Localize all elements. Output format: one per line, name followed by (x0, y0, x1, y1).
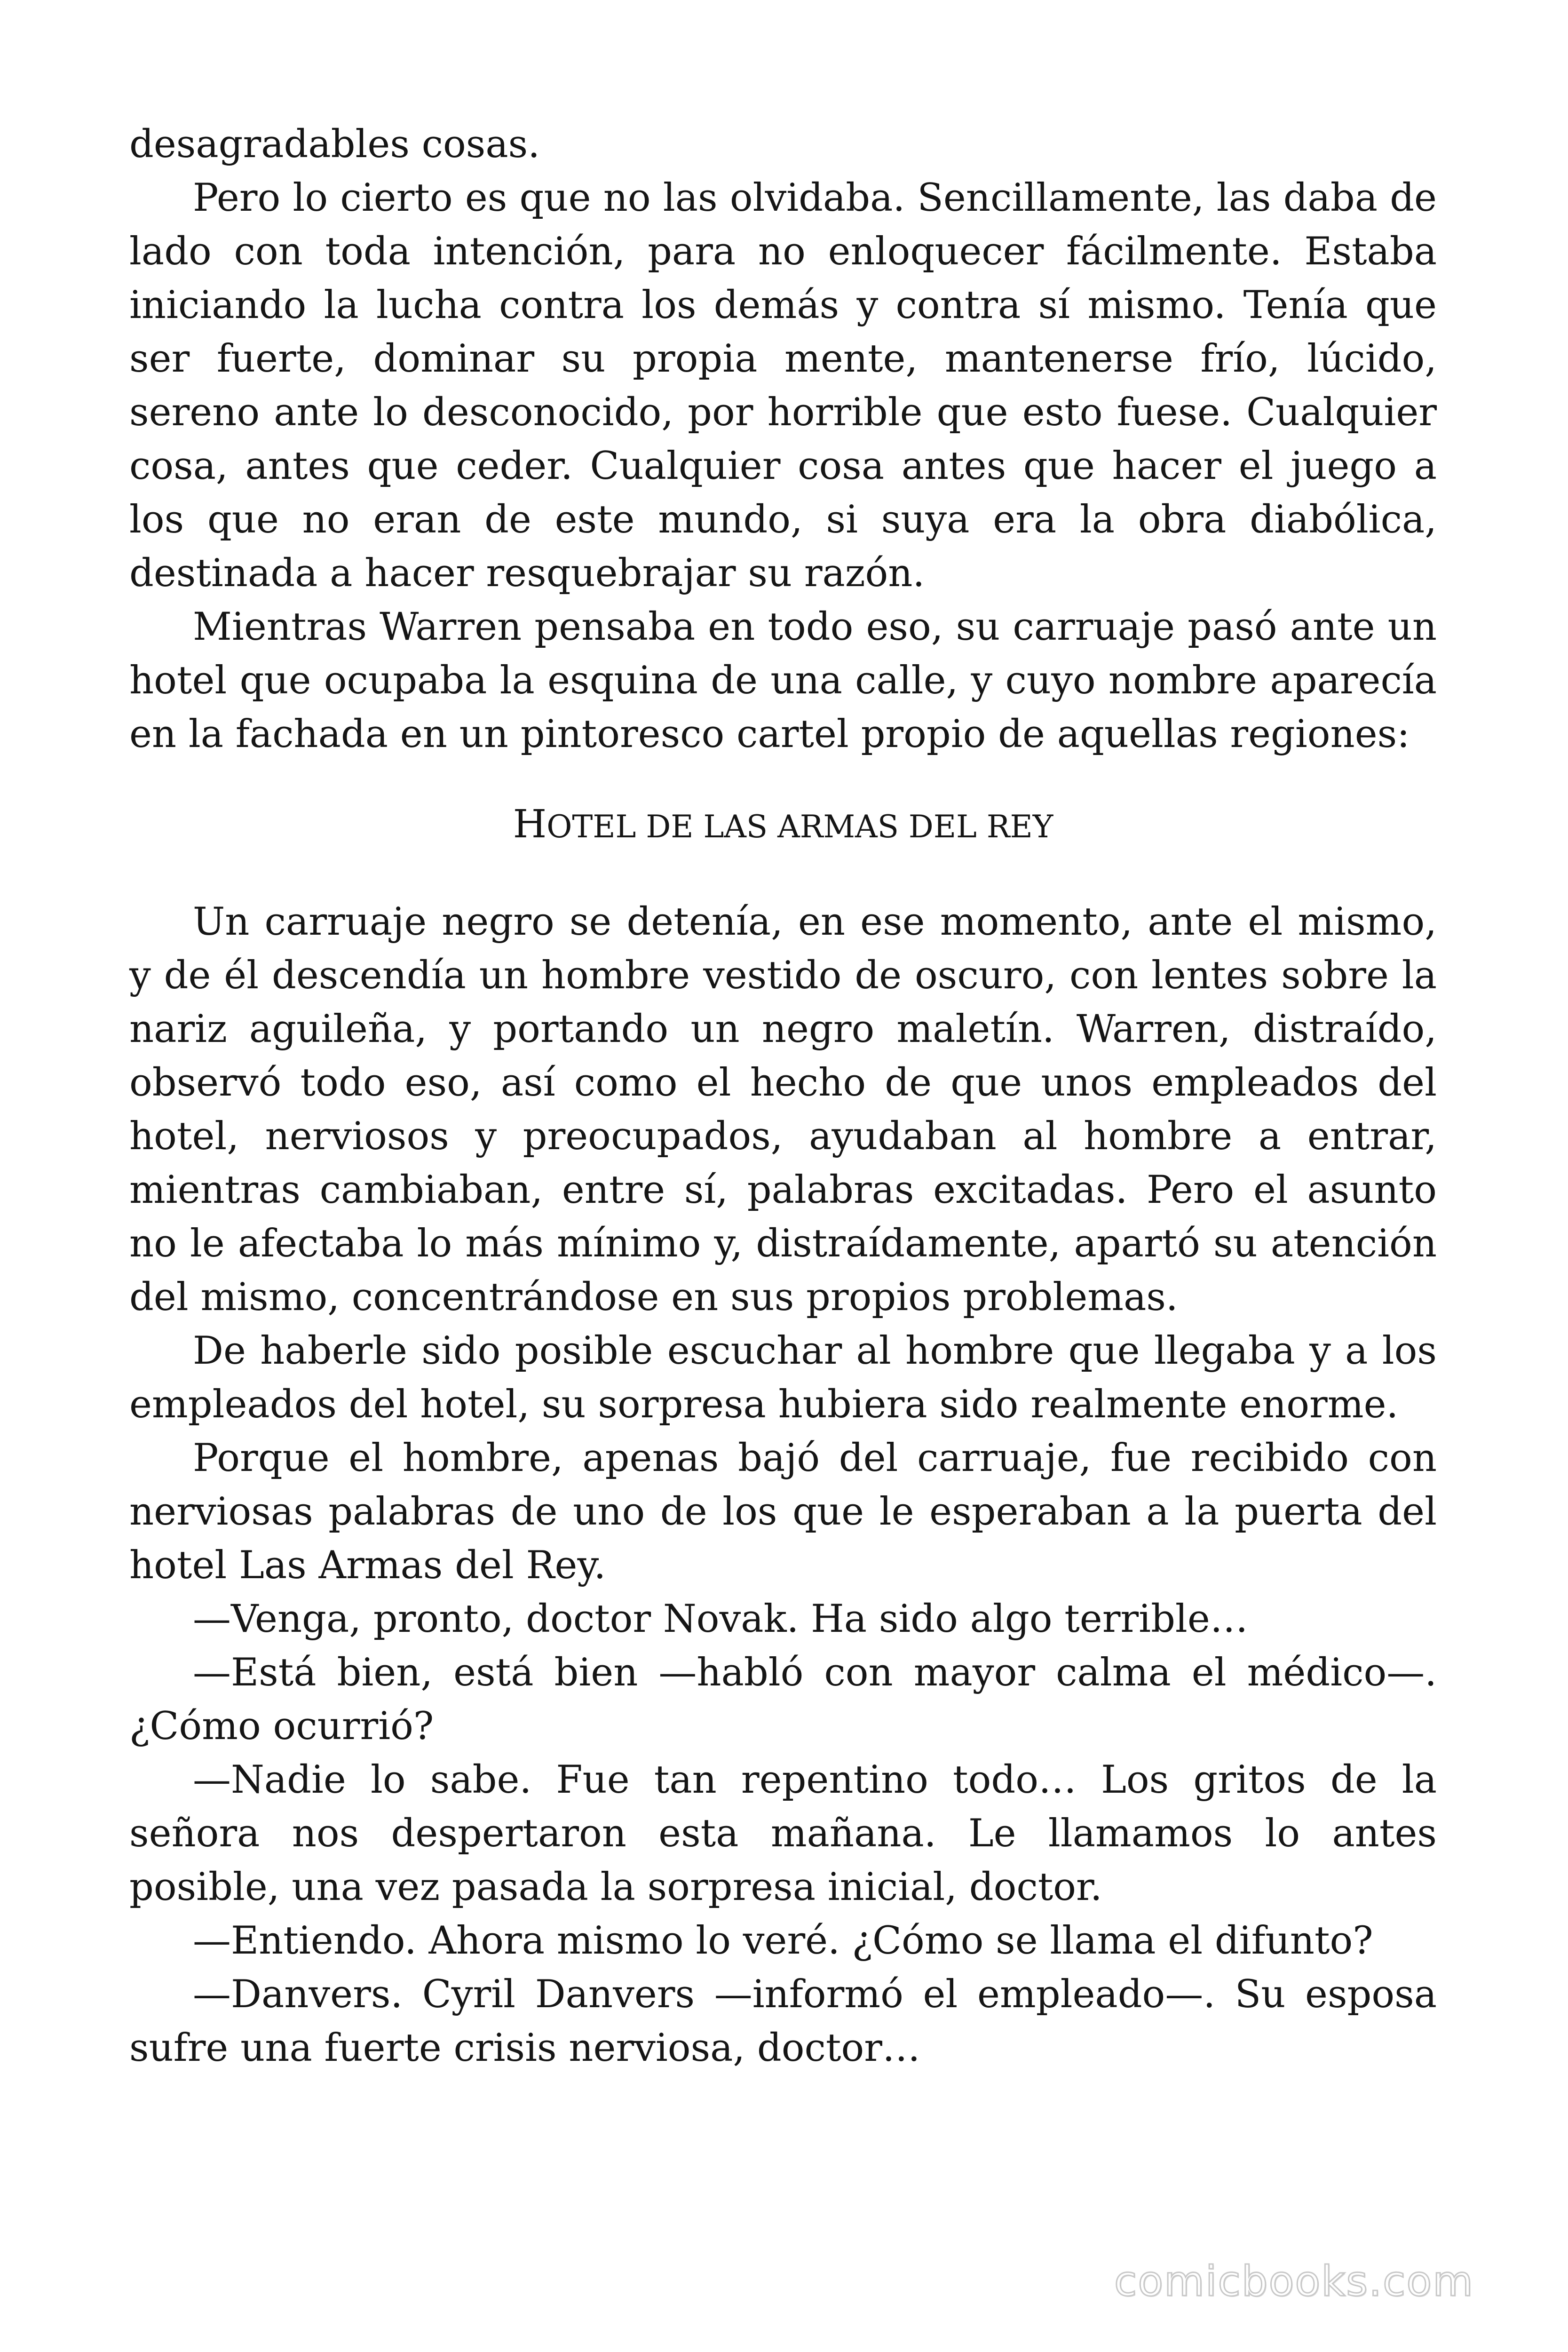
heading-rest: OTEL DE LAS ARMAS DEL REY (546, 809, 1053, 845)
book-page (129, 118, 1437, 2075)
paragraph: Pero lo cierto es que no las olvidaba. Sencillamente, las daba de lado con toda intención, para no enloquecer fácilmente. Estaba iniciando la lucha contra los demás y contra sí mismo. Tenía que ser fuerte, dominar su propia mente, mantenerse frío, lúcido, sereno ante lo desconocido, por horrible que esto fuese. Cualquier cosa, antes que ceder. Cualquier cosa antes que hacer el juego a los que no eran de este mundo, si suya era la obra diabólica, destinada a hacer resquebrajar su razón. (129, 176, 1437, 596)
paragraph-continuation: desagradables cosas. (129, 122, 540, 167)
dialogue-line: —Nadie lo sabe. Fue tan repentino todo… Los gritos de la señora nos despertaron esta mañana. Le llamamos lo antes posible, una vez pasada la sorpresa inicial, doctor. (129, 1758, 1437, 1909)
dialogue-line: —Está bien, está bien —habló con mayor calma el médico—. ¿Cómo ocurrió? (129, 1651, 1437, 1748)
paragraph: Mientras Warren pensaba en todo eso, su carruaje pasó ante un hotel que ocupaba la esquina de una calle, y cuyo nombre aparecía en la fachada en un pintoresco cartel propio de aquellas regiones: (129, 605, 1437, 756)
dialogue-line: —Entiendo. Ahora mismo lo veré. ¿Cómo se llama el difunto? (193, 1919, 1373, 1963)
paragraph: De haberle sido posible escuchar al hombre que llegaba y a los empleados del hotel, su sorpresa hubiera sido realmente enorme. (129, 1329, 1437, 1427)
watermark-text: comicbooks.com (1114, 2257, 1474, 2305)
paragraph: Porque el hombre, apenas bajó del carruaje, fue recibido con nerviosas palabras de uno de los que le esperaban a la puerta del hotel Las Armas del Rey. (129, 1436, 1437, 1588)
paragraph: Un carruaje negro se detenía, en ese momento, ante el mismo, y de él descendía un hombre vestido de oscuro, con lentes sobre la nariz aguileña, y portando un negro maletín. Warren, distraído, observó todo eso, así como el hecho de que unos empleados del hotel, nerviosos y preocupados, ayudaban al hombre a entrar, mientras cambiaban, entre sí, palabras excitadas. Pero el asunto no le afectaba lo más mínimo y, distraídamente, apartó su atención del mismo, concentrándose en sus propios problemas. (129, 900, 1437, 1319)
heading-initial: H (513, 802, 547, 847)
dialogue-line: —Danvers. Cyril Danvers —informó el empleado—. Su esposa sufre una fuerte crisis nerviosa, doctor… (129, 1972, 1437, 2070)
hotel-sign-heading (129, 799, 1437, 853)
dialogue-line: —Venga, pronto, doctor Novak. Ha sido algo terrible… (193, 1597, 1248, 1641)
